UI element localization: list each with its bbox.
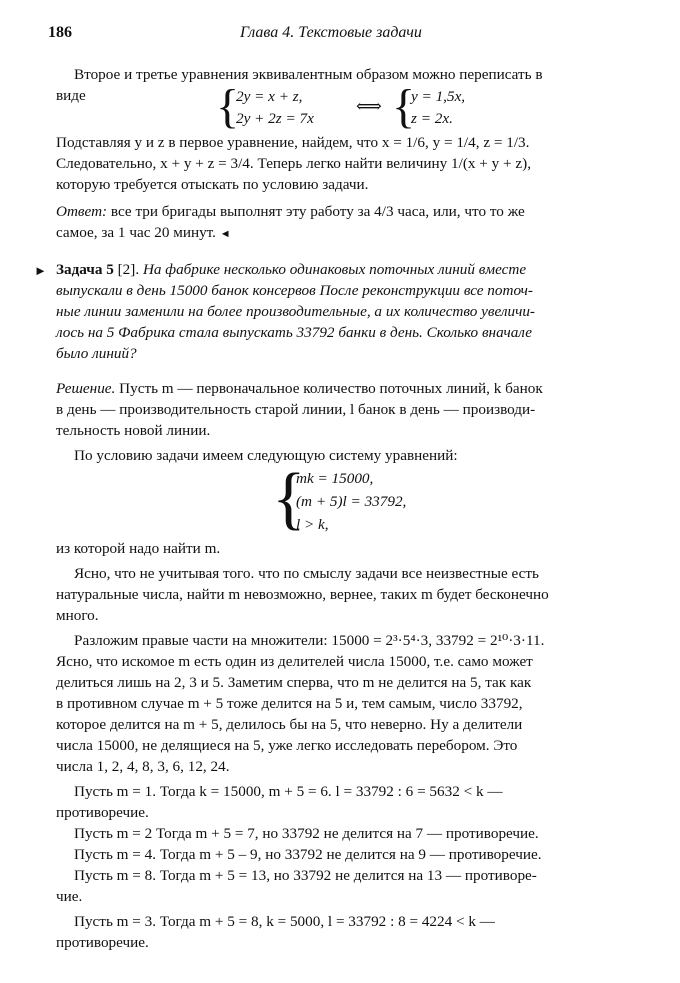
problem-5 <box>34 259 654 364</box>
solution-line-2: в день — производительность старой линии, l банок в день — производи- <box>56 401 536 418</box>
left-brace: { <box>216 80 240 133</box>
case-1-line-2: противоречие. <box>56 804 149 821</box>
book-page <box>34 22 654 953</box>
factor-line-5: которое делится на m + 5, делилось бы на 5, что неверно. Ну а делители <box>56 716 523 733</box>
factor-line-2: Ясно, что искомое m есть один из делителей числа 15000, т.е. само может <box>56 653 533 670</box>
problem-text-4: лось на 5 Фабрика стала выпускать 33792 банки в день. Сколько вначале <box>56 324 533 341</box>
reasoning-line-2: натуральные числа, найти m невозможно, вернее, таких m будет бесконечно <box>56 586 549 603</box>
eq-left-1: 2y = x + z, <box>236 88 303 105</box>
factor-line-7: числа 1, 2, 4, 8, 3, 6, 12, 24. <box>56 758 230 775</box>
answer-label: Ответ: <box>56 203 108 220</box>
page-header <box>48 22 654 46</box>
solution-text-1: Пусть m — первоначальное количество поточных линий, k банок <box>115 380 543 397</box>
case-5-line-2: противоречие. <box>56 934 149 951</box>
system-eq-3: l > k, <box>296 516 329 533</box>
case-1-line-1: Пусть m = 1. Тогда k = 15000, m + 5 = 6. l = 33792 : 6 = 5632 < k — <box>74 783 503 800</box>
case-3: Пусть m = 4. Тогда m + 5 – 9, но 33792 не делится на 9 — противоречие. <box>74 846 542 863</box>
intro-line-2: виде <box>56 87 86 104</box>
solution-line-5: из которой надо найти m. <box>56 540 221 557</box>
problem-text-5: было линий? <box>56 345 137 362</box>
substitution-line-2: Следовательно, x + y + z = 3/4. Теперь легко найти величину 1/(x + y + z), <box>56 155 532 172</box>
answer-line-1 <box>56 201 654 222</box>
factor-line-6: числа 15000, не делящиеся на 5, уже легко исследовать перебором. Это <box>56 737 518 754</box>
solution-label: Решение. <box>56 380 116 397</box>
problem-text-3: ные линии заменили на более производительные, а их количество увеличи- <box>56 303 535 320</box>
running-title: Глава 4. Текстовые задачи <box>240 24 422 41</box>
page-number: 186 <box>48 24 72 41</box>
solution-line-3: тельность новой линии. <box>56 422 211 439</box>
system-eq-2: (m + 5)l = 33792, <box>296 493 407 510</box>
eq-right-2: z = 2x. <box>411 110 453 127</box>
factor-line-4: в противном случае m + 5 тоже делится на 5 и, тем самым, число 33792, <box>56 695 523 712</box>
solution-line-4: По условию задачи имеем следующую систему уравнений: <box>74 447 458 464</box>
problem-text-1: На фабрике несколько одинаковых поточных линий вместе <box>139 261 527 278</box>
case-2: Пусть m = 2 Тогда m + 5 = 7, но 33792 не делится на 7 — противоречие. <box>74 825 539 842</box>
case-4-line-1: Пусть m = 8. Тогда m + 5 = 13, но 33792 не делится на 13 — противоре- <box>74 867 537 884</box>
factor-line-1: Разложим правые части на множители: 15000 = 2³·5⁴·3, 33792 = 2¹⁰·3·11. <box>74 632 545 649</box>
equivalence-system <box>56 80 654 133</box>
case-5-line-1: Пусть m = 3. Тогда m + 5 = 8, k = 5000, l = 33792 : 8 = 4224 < k — <box>74 913 495 930</box>
problem-marker-icon: ► <box>34 263 47 278</box>
system-brace: { <box>272 460 306 537</box>
eq-left-2: 2y + 2z = 7x <box>236 110 314 127</box>
substitution-line-3: которую требуется отыскать по условию задачи. <box>56 176 369 193</box>
substitution-line-1: Подставляя y и z в первое уравнение, найдем, что x = 1/6, y = 1/4, z = 1/3. <box>56 134 530 151</box>
system-eq-1: mk = 15000, <box>296 470 374 487</box>
solution-line-1 <box>56 378 654 399</box>
reasoning-line-3: много. <box>56 607 99 624</box>
intro-line-1: Второе и третье уравнения эквивалентным образом можно переписать в <box>74 66 543 83</box>
problem-reference: [2]. <box>113 261 140 278</box>
end-of-proof-mark: ◄ <box>219 228 231 240</box>
case-4-line-2: чие. <box>56 888 83 905</box>
reasoning-line-1: Ясно, что не учитывая того. что по смыслу задачи все неизвестные есть <box>74 565 539 582</box>
equation-system <box>56 460 654 537</box>
eq-right-1: y = 1,5x, <box>411 88 466 105</box>
answer-text-2: самое, за 1 час 20 минут. <box>56 224 216 241</box>
answer-text-1: все три бригады выполнят эту работу за 4/3 часа, или, что то же <box>107 203 525 220</box>
answer-line-2 <box>56 222 654 245</box>
equivalence-arrow: ⟺ <box>356 96 382 116</box>
right-brace: { <box>392 80 416 133</box>
problem-text-2: выпускали в день 15000 банок консервов После реконструкции все поточ- <box>56 282 533 299</box>
problem-title: Задача 5 <box>56 261 114 278</box>
factor-line-3: делиться лишь на 2, 3 и 5. Заметим сперва, что m не делится на 5, так как <box>56 674 532 691</box>
